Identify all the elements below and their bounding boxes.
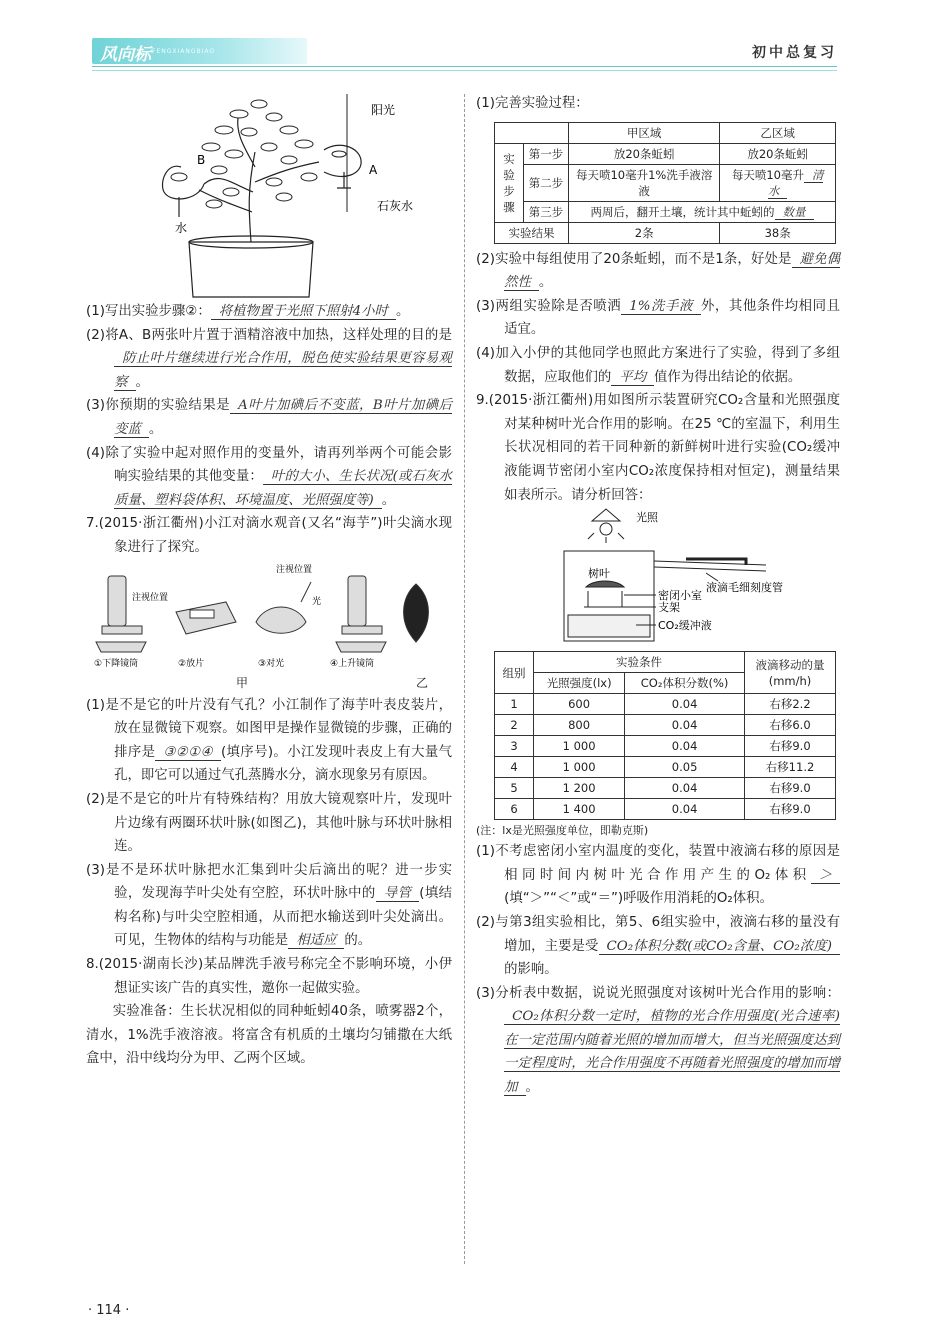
q9-1: (1)不考虑密闭小室内温度的变化，装置中液滴右移的原因是相同时间内树叶光合作用产生的O₂体积 ＞(填“＞”“＜”或“＝”)呼吸作用消耗的O₂体积。 — [476, 844, 840, 907]
q8-3: (3)两组实验除是否喷洒 1%洗手液 外，其他条件均相同且适宜。 — [476, 298, 841, 338]
fig2-s1-top: 注视位置 — [132, 592, 169, 603]
fig3-tube: 液滴毛细刻度管 — [706, 581, 783, 595]
fig3-buffer: CO₂缓冲液 — [658, 619, 712, 633]
fig2-step2: ②放片 — [178, 658, 205, 669]
label-sunlight: 阳光 — [371, 103, 396, 117]
fig3-leaf: 树叶 — [588, 567, 610, 581]
q7-head: 7.(2015·浙江衢州)小江对滴水观音(又名“海芋”)叶尖滴水现象进行了探究。 — [86, 516, 452, 555]
header-rule — [92, 66, 837, 67]
fig2-step1: ①下降镜筒 — [94, 658, 139, 669]
fig2-step4: ④上升镜筒 — [330, 658, 375, 669]
table-row: 6 1 400 0.04 右移9.0 — [495, 799, 836, 820]
q8-4: (4)加入小伊的其他同学也照此方案进行了实验，得到了多组数据，应取他们的 平均 值作为得出结论的依据。 — [476, 345, 840, 385]
fig2-caption-yi: 乙 — [416, 675, 429, 690]
label-water: 水 — [175, 221, 188, 235]
q9-3: (3)分析表中数据，说说光照强度对该树叶光合作用的影响：CO₂体积分数一定时，植物的光合作用强度(光合速率)在一定范围内随着光照的增加而增大，但当光照强度达到一定程度时，光合作用强度不再随着光照强度的增加而增加 。 — [476, 985, 840, 1096]
fig3-light: 光照 — [636, 511, 658, 525]
fig2-top-label: 注视位置 — [276, 564, 313, 575]
fig2-caption-jia: 甲 — [236, 675, 249, 690]
q7-1: (1)是不是它的叶片没有气孔？小江制作了海芋叶表皮装片，放在显微镜下观察。如图甲是操作显微镜的步骤，正确的排序是 ③②①④ (填序号)。小江发现叶表皮上有大量气孔，即它可以通过气孔蒸腾水分，滴水现象另有原因。 — [86, 697, 452, 784]
q9-2: (2)与第3组实验相比，第5、6组实验中，液滴右移的量没有增加，主要是受 CO₂体积分数(或CO₂含量、CO₂浓度)的影响。 — [476, 914, 840, 978]
label-limewater: 石灰水 — [377, 199, 414, 213]
t1-header-a: 甲区域 — [569, 122, 720, 143]
label-b: B — [197, 153, 206, 167]
column-divider — [464, 94, 465, 1264]
page-number: · 114 · — [88, 1303, 130, 1318]
q6-2: (2)将A、B两张叶片置于酒精溶液中加热，这样处理的目的是防止叶片继续进行光合作用，脱色使实验结果更容易观察 。 — [86, 327, 452, 390]
plant-experiment-figure — [119, 92, 419, 300]
right-column — [476, 92, 840, 1100]
fig2-s3-light: 光 — [312, 596, 322, 607]
results-table: 组别 实验条件 液滴移动的量(mm/h) 光照强度(lx) CO₂体积分数(%) 1 600 0.04 右移2.2 2 800 0.04 右移6.0 3 1 000 0.04 右移9.0 4 1 000 0.05 右移11.2 5 1 200 0.04 右移9.0 6 1 400 0.04 右移9.0 — [494, 651, 836, 820]
t1-step-group: 实验步骤 — [495, 143, 524, 222]
apparatus-figure — [476, 507, 840, 647]
header-title: 初中总复习 — [752, 45, 837, 61]
left-column — [86, 92, 452, 1071]
header-rule-thin — [92, 70, 837, 71]
q7-2: (2)是不是它的叶片有特殊结构？用放大镜观察叶片，发现叶片边缘有两圈环状叶脉(如图乙)，其他叶脉与环状叶脉相连。 — [86, 791, 452, 855]
q9-head: 9.(2015·浙江衢州)用如图所示装置研究CO₂含量和光照强度对某种树叶光合作用的影响。在25 ℃的室温下，利用生长状况相同的若干同种新的新鲜树叶进行实验(CO₂缓冲液能调节密闭小室内CO₂浓度保持相对恒定)，测量结果如表所示。请分析回答： — [476, 393, 840, 503]
q6-3: (3)你预期的实验结果是 A叶片加碘后不变蓝，B叶片加碘后变蓝 。 — [86, 398, 453, 437]
q6-4: (4)除了实验中起对照作用的变量外，请再列举两个可能会影响实验结果的其他变量： 叶的大小、生长状况(或石灰水质量、塑料袋体积、环境温度、光照强度等) 。 — [86, 445, 452, 508]
fig2-step3: ③对光 — [258, 658, 285, 669]
table-row: 3 1 000 0.04 右移9.0 — [495, 736, 836, 757]
table-row: 5 1 200 0.04 右移9.0 — [495, 778, 836, 799]
table-note: (注：lx是光照强度单位，即勒克斯) — [476, 824, 649, 838]
header-logo: 风向标 — [100, 45, 151, 65]
fig2-captions — [86, 674, 452, 694]
microscope-steps-figure — [86, 562, 452, 672]
q8-1: (1)完善实验过程： — [476, 96, 589, 111]
fig3-room: 密闭小室 — [658, 589, 702, 603]
label-a: A — [369, 163, 378, 177]
experiment-table: 甲区域 乙区域 实验步骤 第一步 放20条蚯蚓 放20条蚯蚓 第二步 每天喷10毫升1%洗手液溶液 每天喷10毫升 清水 第三步 两周后，翻开土壤，统计其中蚯蚓的 数量 实验结果 2条 38条 — [494, 122, 836, 244]
table-row: 2 800 0.04 右移6.0 — [495, 715, 836, 736]
fig3-stand: 支架 — [658, 601, 680, 615]
header-logo-sub: FENGXIANGBIAO — [152, 48, 216, 55]
q8-prep: 实验准备：生长状况相似的同种蚯蚓40条，喷雾器2个，清水，1%洗手液溶液。将富含有机质的土壤均匀铺撒在大纸盒中，沿中线均分为甲、乙两个区域。 — [86, 1004, 452, 1067]
q8-2: (2)实验中每组使用了20条蚯蚓，而不是1条，好处是 避免偶然性 。 — [476, 251, 840, 291]
table-row: 1 600 0.04 右移2.2 — [495, 694, 836, 715]
q6-1: (1)写出实验步骤②： 将植物置于光照下照射4小时 。 — [86, 304, 410, 319]
q8-head: 8.(2015·湖南长沙)某品牌洗手液号称完全不影响环境，小伊想证实该广告的真实性，邀你一起做实验。 — [86, 957, 452, 996]
q7-3: (3)是不是环状叶脉把水汇集到叶尖后滴出的呢？进一步实验，发现海芋叶尖处有空腔，环状叶脉中的 导管 (填结构名称)与叶尖空腔相通，从而把水输送到叶尖处滴出。可见，生物体的结构与功能是 相适应 的。 — [86, 862, 453, 949]
table-row: 4 1 000 0.05 右移11.2 — [495, 757, 836, 778]
t1-header-b: 乙区域 — [720, 122, 836, 143]
